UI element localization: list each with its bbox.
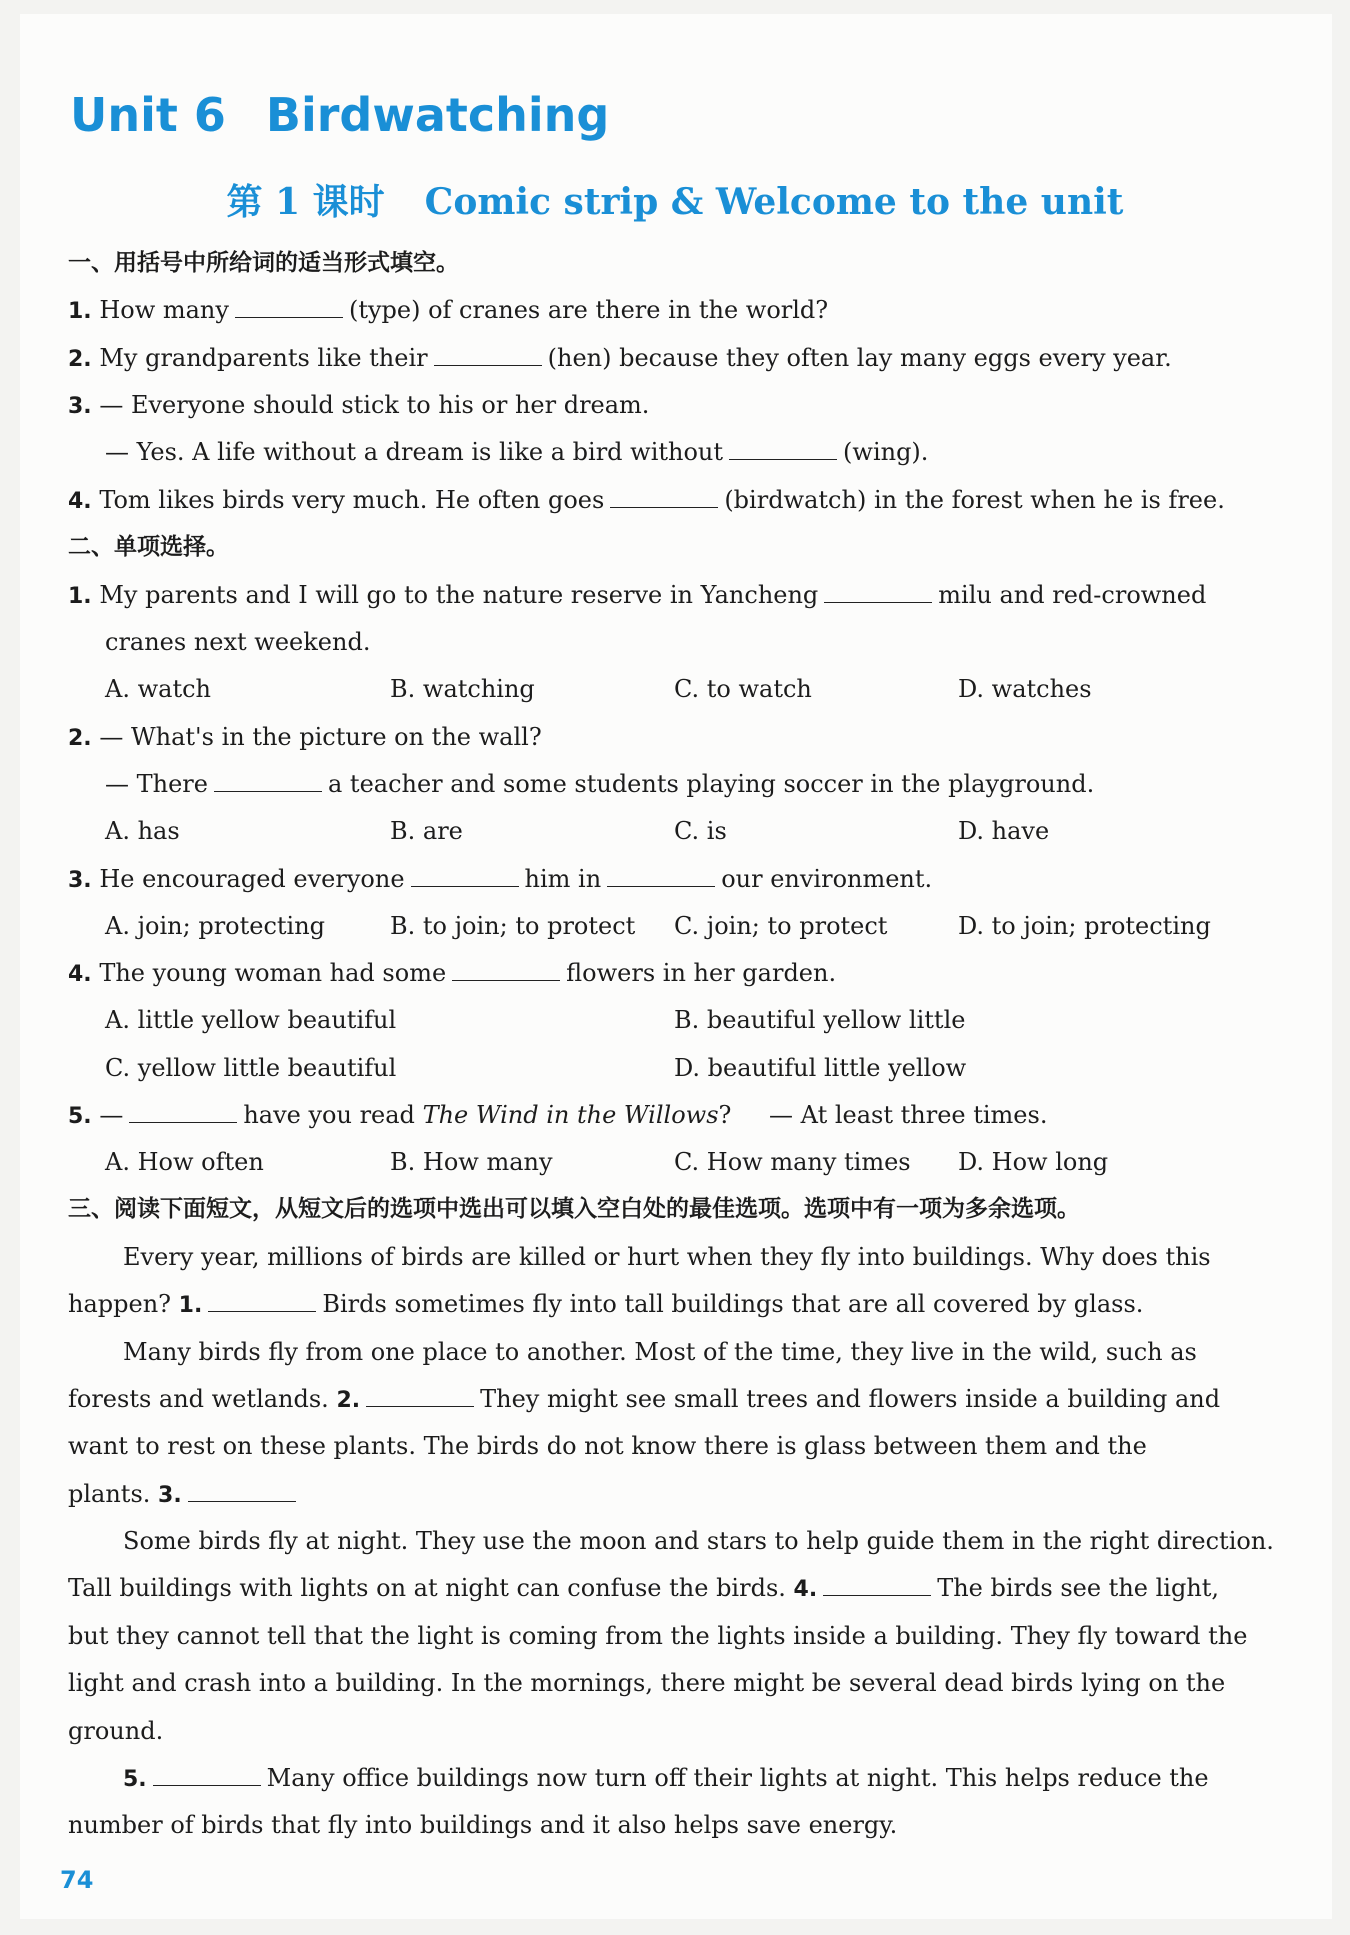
lesson-title	[0, 174, 1350, 225]
question-text: ?	[718, 1101, 732, 1129]
passage-line: Every year, millions of birds are killed or hurt when they fly into buildings. Why does this	[123, 1243, 1211, 1271]
option-b[interactable]: B. beautiful yellow little	[674, 1006, 966, 1034]
passage-line: ground.	[68, 1717, 164, 1745]
blank-number: 3.	[158, 1483, 182, 1508]
option-d[interactable]: D. have	[958, 817, 1050, 845]
lesson-name: Comic strip & Welcome to the unit	[424, 181, 1124, 223]
question-text: — What's in the picture on the wall?	[99, 723, 542, 751]
question-text: (hen) because they often lay many eggs every year.	[547, 344, 1172, 372]
answer-blank[interactable]	[129, 1100, 237, 1123]
question-text: — At least three times.	[769, 1101, 1048, 1129]
option-b[interactable]: B. are	[390, 817, 463, 845]
part1-q1	[68, 295, 828, 327]
part2-q3	[68, 864, 932, 896]
part1-q4	[68, 485, 1225, 517]
option-c[interactable]: C. join; to protect	[674, 912, 888, 940]
passage-text: Birds sometimes fly into tall buildings that are all covered by glass.	[322, 1290, 1144, 1318]
option-b[interactable]: B. to join; to protect	[390, 912, 636, 940]
question-text: My parents and I will go to the nature reserve in Yancheng	[99, 581, 819, 609]
unit-number: Unit 6	[70, 88, 226, 142]
part3-heading: 三、阅读下面短文，从短文后的选项中选出可以填入空白处的最佳选项。选项中有一项为多余选项。	[68, 1196, 1080, 1222]
answer-blank[interactable]	[452, 958, 560, 981]
answer-blank[interactable]	[214, 769, 322, 792]
answer-blank[interactable]	[824, 580, 932, 603]
part2-q2-reply	[105, 769, 1094, 799]
passage-text: They might see small trees and flowers inside a building and	[480, 1385, 1221, 1413]
question-text: flowers in her garden.	[566, 959, 837, 987]
question-text: —	[99, 1101, 124, 1129]
blank-number: 4.	[793, 1577, 818, 1602]
lesson-number: 第 1 课时	[226, 181, 385, 223]
part2-q4	[68, 958, 836, 990]
passage-blank-5[interactable]	[153, 1763, 261, 1786]
question-text: (birdwatch) in the forest when he is free.	[724, 486, 1225, 514]
passage-text: The birds see the light,	[937, 1574, 1220, 1602]
question-number: 2.	[68, 726, 92, 751]
passage-line: Many birds fly from one place to another. Most of the time, they live in the wild, such as	[123, 1338, 1197, 1366]
answer-blank[interactable]	[729, 437, 837, 460]
question-text: (wing).	[843, 438, 929, 466]
passage-blank-1[interactable]	[208, 1289, 316, 1312]
passage-line	[68, 1573, 1219, 1605]
page-number: 74	[60, 1866, 94, 1894]
question-text: — Everyone should stick to his or her dream.	[99, 391, 650, 419]
question-text: He encouraged everyone	[99, 865, 405, 893]
part2-q5	[68, 1100, 1047, 1132]
passage-line: but they cannot tell that the light is coming from the lights inside a building. They fly toward the	[68, 1622, 1248, 1650]
question-text: our environment.	[721, 865, 933, 893]
blank-number: 5.	[123, 1767, 147, 1792]
part1-q3-reply	[105, 437, 928, 467]
passage-line: light and crash into a building. In the mornings, there might be several dead birds lying on the	[68, 1669, 1226, 1697]
passage-line: number of birds that fly into buildings and it also helps save energy.	[68, 1811, 898, 1839]
option-a[interactable]: A. has	[105, 817, 180, 845]
question-text: him in	[524, 865, 602, 893]
option-c[interactable]: C. is	[674, 817, 727, 845]
option-b[interactable]: B. watching	[390, 675, 535, 703]
option-b[interactable]: B. How many	[390, 1148, 553, 1176]
question-text: milu and red-crowned	[938, 581, 1207, 609]
question-text: — Yes. A life without a dream is like a bird without	[105, 438, 724, 466]
question-number: 2.	[68, 347, 92, 372]
option-d[interactable]: D. watches	[958, 675, 1092, 703]
question-number: 1.	[68, 299, 92, 324]
question-number: 3.	[68, 868, 92, 893]
question-text: a teacher and some students playing soccer in the playground.	[327, 770, 1095, 798]
option-d[interactable]: D. How long	[958, 1148, 1109, 1176]
passage-line	[123, 1763, 1209, 1795]
passage-text: plants.	[68, 1480, 151, 1508]
question-text: How many	[99, 296, 229, 324]
book-title: The Wind in the Willows	[422, 1101, 719, 1129]
part1-q2	[68, 343, 1172, 375]
answer-blank[interactable]	[235, 295, 343, 318]
unit-name: Birdwatching	[265, 88, 610, 142]
option-a[interactable]: A. watch	[105, 675, 211, 703]
passage-text: forests and wetlands.	[68, 1385, 329, 1413]
passage-line: want to rest on these plants. The birds do not know there is glass between them and the	[68, 1432, 1147, 1460]
option-c[interactable]: C. yellow little beautiful	[105, 1054, 397, 1082]
answer-blank[interactable]	[434, 343, 542, 366]
passage-blank-3[interactable]	[188, 1479, 296, 1502]
passage-text: Many office buildings now turn off their lights at night. This helps reduce the	[266, 1764, 1209, 1792]
option-a[interactable]: A. little yellow beautiful	[105, 1006, 397, 1034]
question-text: The young woman had some	[99, 959, 447, 987]
option-a[interactable]: A. How often	[105, 1148, 264, 1176]
question-text: Tom likes birds very much. He often goes	[99, 486, 605, 514]
option-a[interactable]: A. join; protecting	[105, 912, 326, 940]
question-text: (type) of cranes are there in the world?	[348, 296, 829, 324]
passage-blank-2[interactable]	[366, 1384, 474, 1407]
question-number: 5.	[68, 1104, 92, 1129]
passage-text: happen?	[68, 1290, 172, 1318]
question-number: 4.	[68, 489, 92, 514]
part2-heading: 二、单项选择。	[68, 534, 229, 560]
question-number: 4.	[68, 962, 92, 987]
question-text: — There	[105, 770, 208, 798]
option-c[interactable]: C. to watch	[674, 675, 812, 703]
answer-blank[interactable]	[411, 864, 519, 887]
part2-q1	[68, 580, 1206, 612]
part1-heading: 一、用括号中所给词的适当形式填空。	[68, 250, 459, 276]
passage-line	[68, 1384, 1220, 1416]
answer-blank[interactable]	[610, 485, 718, 508]
unit-title	[70, 88, 609, 142]
option-c[interactable]: C. How many times	[674, 1148, 911, 1176]
passage-line: Some birds fly at night. They use the moon and stars to help guide them in the right direction.	[123, 1527, 1274, 1555]
question-number: 1.	[68, 584, 92, 609]
part2-q2	[68, 722, 542, 754]
blank-number: 1.	[178, 1293, 203, 1318]
blank-number: 2.	[336, 1388, 361, 1413]
part2-q1-cont: cranes next weekend.	[105, 628, 371, 656]
part1-q3	[68, 390, 649, 422]
option-d[interactable]: D. beautiful little yellow	[674, 1054, 967, 1082]
passage-line	[68, 1479, 302, 1511]
question-text: have you read	[243, 1101, 415, 1129]
passage-blank-4[interactable]	[823, 1573, 931, 1596]
question-number: 3.	[68, 394, 92, 419]
option-d[interactable]: D. to join; protecting	[958, 912, 1211, 940]
answer-blank[interactable]	[607, 864, 715, 887]
passage-line	[68, 1289, 1143, 1321]
question-text: My grandparents like their	[99, 344, 428, 372]
passage-text: Tall buildings with lights on at night can confuse the birds.	[68, 1574, 786, 1602]
